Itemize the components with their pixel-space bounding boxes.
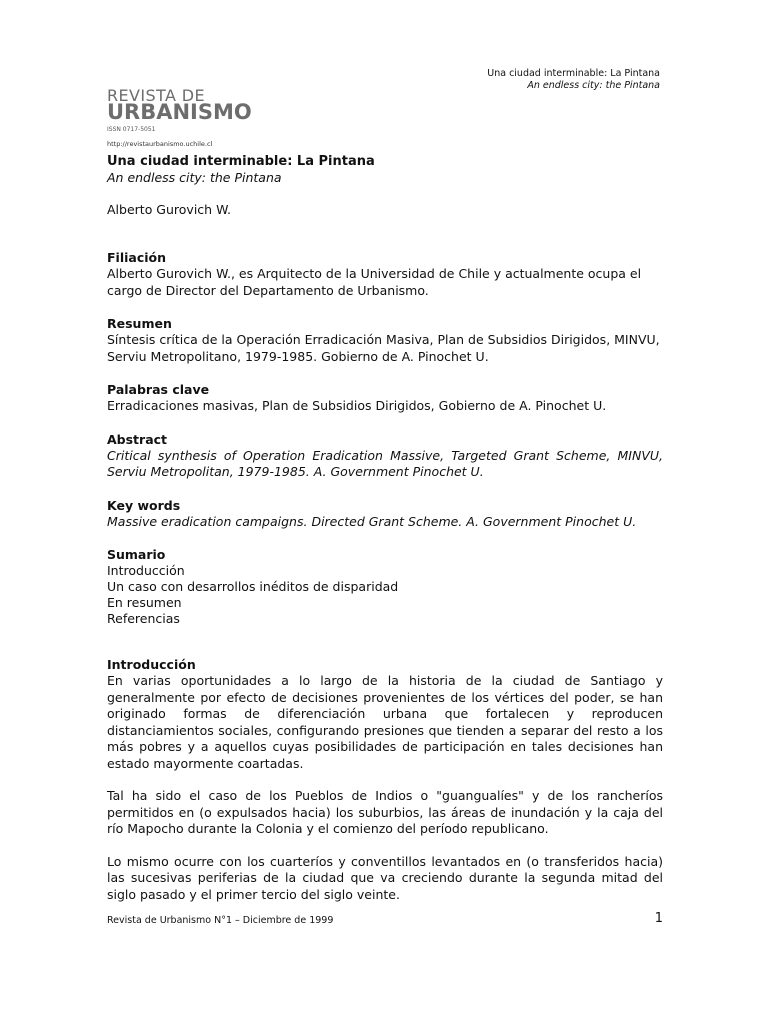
sumario-heading: Sumario	[107, 547, 166, 562]
sumario-item-caso: Un caso con desarrollos inéditos de disparidad	[107, 579, 399, 594]
logo-line-1: REVISTA DE	[107, 86, 206, 105]
sumario-section	[107, 547, 663, 627]
palabras-clave-text: Erradicaciones masivas, Plan de Subsidios Dirigidos, Gobierno de A. Pinochet U.	[107, 398, 607, 413]
article-author: Alberto Gurovich W.	[107, 202, 231, 217]
filiacion-text: Alberto Gurovich W., es Arquitecto de la Universidad de Chile y actualmente ocupa el cargo de Director del Departamento de Urbanismo.	[107, 266, 642, 298]
palabras-clave-section	[107, 382, 663, 415]
palabras-clave-heading: Palabras clave	[107, 382, 210, 397]
running-head	[487, 68, 660, 92]
page-footer	[107, 911, 663, 927]
key-words-section	[107, 498, 663, 531]
resumen-heading: Resumen	[107, 316, 172, 331]
filiacion-heading: Filiación	[107, 250, 167, 265]
logo-issn: ISSN 0717-5051	[107, 126, 156, 133]
running-head-title: Una ciudad interminable: La Pintana	[487, 68, 660, 79]
article-title: Una ciudad interminable: La Pintana	[107, 154, 375, 169]
logo-line-2: URBANISMO	[107, 100, 252, 124]
article-subtitle: An endless city: the Pintana	[107, 170, 282, 185]
article-body	[107, 154, 663, 903]
key-words-heading: Key words	[107, 497, 181, 513]
page-number: 1	[654, 911, 663, 926]
resumen-section	[107, 316, 663, 365]
introduccion-heading: Introducción	[107, 657, 196, 672]
sumario-item-introduccion: Introducción	[107, 563, 185, 578]
sumario-list	[107, 563, 663, 627]
abstract-heading: Abstract	[107, 431, 168, 447]
introduccion-section	[107, 657, 663, 903]
sumario-item-referencias: Referencias	[107, 611, 180, 626]
journal-logo	[107, 88, 252, 149]
introduccion-paragraph-2: Tal ha sido el caso de los Pueblos de Indios o "guangualíes" y de los rancheríos permitidos en (o expulsados hacia) los suburbios, las áreas de inundación y la caja del río Mapocho durante la Colonia y el comienzo del período republicano.	[107, 788, 663, 836]
key-words-text: Massive eradication campaigns. Directed Grant Scheme. A. Government Pinochet U.	[107, 513, 637, 529]
abstract-text: Critical synthesis of Operation Eradication Massive, Targeted Grant Scheme, MINVU, Serviu Metropolitan, 1979-1985. A. Government Pinochet U.	[107, 447, 663, 479]
introduccion-paragraph-3: Lo mismo ocurre con los cuarteríos y conventillos levantados en (o transferidos hacia) las sucesivas periferias de la ciudad que va creciendo durante la segunda mitad del siglo pasado y el primer tercio del siglo veinte.	[107, 853, 663, 902]
abstract-section	[107, 432, 663, 481]
running-head-subtitle: An endless city: the Pintana	[527, 80, 660, 91]
introduccion-paragraph-1: En varias oportunidades a lo largo de la historia de la ciudad de Santiago y generalmente por efecto de decisiones provenientes de los vértices del poder, se han originado formas de diferenciación urbana que fortalecen y reproducen distanciamientos sociales, configurando presiones que tienden a separar del resto a los más pobres y a aquellos cuyas posibilidades de participación en tales decisiones han estado mayormente coartadas.	[107, 673, 663, 771]
filiacion-section	[107, 250, 663, 299]
sumario-item-resumen: En resumen	[107, 595, 182, 610]
resumen-text: Síntesis crítica de la Operación Erradicación Masiva, Plan de Subsidios Dirigidos, MINVU, Serviu Metropolitano, 1979-1985. Gobierno de A. Pinochet U.	[107, 332, 660, 364]
journal-url-link[interactable]: http://revistaurbanismo.uchile.cl	[107, 140, 213, 148]
footer-citation: Revista de Urbanismo N°1 – Diciembre de 1999	[107, 915, 334, 926]
